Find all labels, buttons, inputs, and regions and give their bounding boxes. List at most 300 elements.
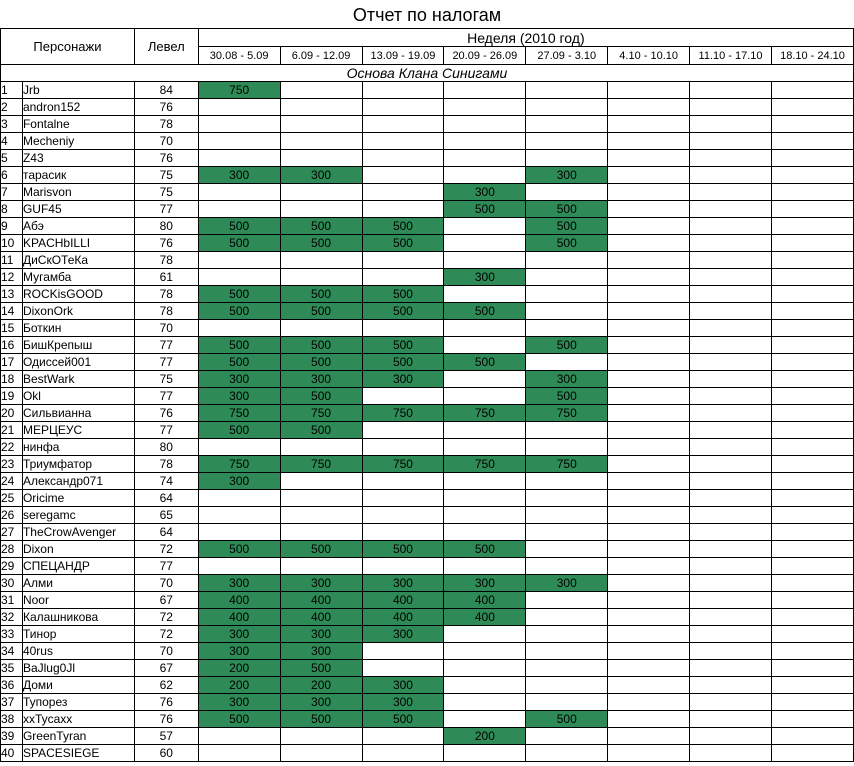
- tax-paid-cell: 400: [444, 592, 526, 609]
- tax-empty-cell: [690, 456, 772, 473]
- tax-empty-cell: [198, 133, 280, 150]
- table-row: [1, 218, 854, 235]
- table-row: [1, 354, 854, 371]
- tax-paid-cell: 300: [198, 388, 280, 405]
- tax-empty-cell: [772, 711, 854, 728]
- tax-empty-cell: [690, 286, 772, 303]
- row-number: 25: [1, 490, 23, 507]
- tax-empty-cell: [444, 422, 526, 439]
- tax-empty-cell: [444, 439, 526, 456]
- section-title: Основа Клана Синигами: [1, 65, 854, 82]
- table-row: [1, 558, 854, 575]
- tax-empty-cell: [526, 592, 608, 609]
- tax-empty-cell: [608, 490, 690, 507]
- row-number: 39: [1, 728, 23, 745]
- tax-paid-cell: 500: [526, 218, 608, 235]
- character-level: 64: [134, 524, 198, 541]
- tax-paid-cell: 400: [198, 609, 280, 626]
- tax-empty-cell: [772, 150, 854, 167]
- tax-paid-cell: 750: [362, 405, 444, 422]
- table-row: [1, 82, 854, 99]
- tax-empty-cell: [362, 439, 444, 456]
- tax-empty-cell: [772, 626, 854, 643]
- table-row: [1, 694, 854, 711]
- tax-empty-cell: [280, 490, 362, 507]
- row-number: 28: [1, 541, 23, 558]
- tax-empty-cell: [772, 133, 854, 150]
- character-level: 70: [134, 133, 198, 150]
- tax-empty-cell: [690, 184, 772, 201]
- tax-empty-cell: [280, 201, 362, 218]
- tax-empty-cell: [280, 252, 362, 269]
- tax-empty-cell: [280, 82, 362, 99]
- tax-paid-cell: 500: [444, 354, 526, 371]
- tax-empty-cell: [198, 728, 280, 745]
- tax-empty-cell: [772, 252, 854, 269]
- tax-empty-cell: [608, 303, 690, 320]
- tax-paid-cell: 500: [444, 303, 526, 320]
- tax-empty-cell: [608, 745, 690, 762]
- tax-empty-cell: [526, 422, 608, 439]
- tax-paid-cell: 200: [444, 728, 526, 745]
- tax-empty-cell: [526, 473, 608, 490]
- tax-paid-cell: 750: [526, 456, 608, 473]
- tax-empty-cell: [608, 456, 690, 473]
- tax-empty-cell: [444, 660, 526, 677]
- row-number: 17: [1, 354, 23, 371]
- character-name: Okl: [22, 388, 134, 405]
- tax-empty-cell: [772, 558, 854, 575]
- tax-empty-cell: [362, 82, 444, 99]
- tax-paid-cell: 750: [526, 405, 608, 422]
- tax-paid-cell: 500: [526, 235, 608, 252]
- tax-empty-cell: [444, 694, 526, 711]
- tax-empty-cell: [362, 660, 444, 677]
- character-level: 62: [134, 677, 198, 694]
- tax-empty-cell: [280, 116, 362, 133]
- character-name: Noor: [22, 592, 134, 609]
- table-row: [1, 133, 854, 150]
- character-level: 64: [134, 490, 198, 507]
- row-number: 13: [1, 286, 23, 303]
- row-number: 37: [1, 694, 23, 711]
- tax-empty-cell: [526, 252, 608, 269]
- character-name: Боткин: [22, 320, 134, 337]
- row-number: 34: [1, 643, 23, 660]
- tax-empty-cell: [608, 711, 690, 728]
- tax-paid-cell: 500: [362, 354, 444, 371]
- tax-empty-cell: [444, 116, 526, 133]
- tax-empty-cell: [280, 473, 362, 490]
- tax-empty-cell: [280, 507, 362, 524]
- tax-paid-cell: 500: [280, 218, 362, 235]
- row-number: 4: [1, 133, 23, 150]
- tax-empty-cell: [280, 728, 362, 745]
- character-name: Доми: [22, 677, 134, 694]
- tax-empty-cell: [690, 575, 772, 592]
- character-name: тарасик: [22, 167, 134, 184]
- row-number: 29: [1, 558, 23, 575]
- character-name: Dixon: [22, 541, 134, 558]
- tax-empty-cell: [526, 660, 608, 677]
- tax-empty-cell: [608, 643, 690, 660]
- tax-empty-cell: [608, 184, 690, 201]
- tax-empty-cell: [526, 694, 608, 711]
- tax-empty-cell: [608, 558, 690, 575]
- tax-empty-cell: [690, 728, 772, 745]
- table-row: [1, 320, 854, 337]
- tax-empty-cell: [608, 82, 690, 99]
- tax-paid-cell: 750: [198, 82, 280, 99]
- tax-empty-cell: [690, 133, 772, 150]
- tax-paid-cell: 500: [362, 541, 444, 558]
- tax-paid-cell: 750: [198, 405, 280, 422]
- tax-empty-cell: [772, 82, 854, 99]
- table-row: [1, 677, 854, 694]
- tax-report-table: [0, 28, 854, 762]
- character-level: 76: [134, 150, 198, 167]
- tax-empty-cell: [608, 150, 690, 167]
- tax-empty-cell: [362, 422, 444, 439]
- tax-empty-cell: [772, 405, 854, 422]
- row-number: 21: [1, 422, 23, 439]
- character-name: СПЕЦАНДР: [22, 558, 134, 575]
- table-row: [1, 728, 854, 745]
- tax-empty-cell: [608, 541, 690, 558]
- table-row: [1, 99, 854, 116]
- tax-empty-cell: [772, 218, 854, 235]
- table-row: [1, 592, 854, 609]
- tax-empty-cell: [608, 252, 690, 269]
- tax-paid-cell: 300: [526, 575, 608, 592]
- character-name: МЕРЦЕУС: [22, 422, 134, 439]
- tax-paid-cell: 300: [362, 626, 444, 643]
- tax-paid-cell: 500: [198, 286, 280, 303]
- tax-empty-cell: [690, 235, 772, 252]
- tax-empty-cell: [526, 354, 608, 371]
- character-level: 78: [134, 303, 198, 320]
- character-level: 76: [134, 99, 198, 116]
- tax-empty-cell: [362, 133, 444, 150]
- tax-empty-cell: [444, 337, 526, 354]
- tax-empty-cell: [526, 490, 608, 507]
- tax-paid-cell: 400: [444, 609, 526, 626]
- tax-empty-cell: [608, 524, 690, 541]
- tax-empty-cell: [690, 201, 772, 218]
- tax-empty-cell: [444, 167, 526, 184]
- tax-empty-cell: [772, 694, 854, 711]
- tax-paid-cell: 500: [362, 218, 444, 235]
- character-name: andron152: [22, 99, 134, 116]
- tax-empty-cell: [772, 303, 854, 320]
- table-row: [1, 286, 854, 303]
- header-week-8: 18.10 - 24.10: [772, 47, 854, 65]
- tax-empty-cell: [362, 116, 444, 133]
- tax-empty-cell: [772, 439, 854, 456]
- tax-empty-cell: [444, 558, 526, 575]
- character-name: Сильвианна: [22, 405, 134, 422]
- table-row: [1, 456, 854, 473]
- tax-empty-cell: [280, 184, 362, 201]
- character-level: 75: [134, 167, 198, 184]
- character-name: Fontalne: [22, 116, 134, 133]
- tax-empty-cell: [690, 592, 772, 609]
- tax-paid-cell: 500: [362, 286, 444, 303]
- character-level: 77: [134, 422, 198, 439]
- tax-empty-cell: [526, 82, 608, 99]
- tax-empty-cell: [772, 201, 854, 218]
- tax-empty-cell: [690, 473, 772, 490]
- tax-paid-cell: 200: [198, 660, 280, 677]
- tax-empty-cell: [690, 422, 772, 439]
- character-level: 70: [134, 320, 198, 337]
- character-level: 72: [134, 541, 198, 558]
- table-row: [1, 405, 854, 422]
- tax-empty-cell: [444, 507, 526, 524]
- tax-empty-cell: [772, 609, 854, 626]
- row-number: 1: [1, 82, 23, 99]
- tax-empty-cell: [444, 99, 526, 116]
- tax-empty-cell: [444, 133, 526, 150]
- character-level: 77: [134, 388, 198, 405]
- character-level: 80: [134, 439, 198, 456]
- tax-empty-cell: [280, 558, 362, 575]
- table-row: [1, 626, 854, 643]
- tax-empty-cell: [608, 405, 690, 422]
- row-number: 15: [1, 320, 23, 337]
- tax-paid-cell: 500: [198, 218, 280, 235]
- tax-empty-cell: [526, 524, 608, 541]
- character-level: 78: [134, 286, 198, 303]
- table-row: [1, 235, 854, 252]
- tax-empty-cell: [608, 354, 690, 371]
- tax-empty-cell: [526, 116, 608, 133]
- tax-empty-cell: [690, 439, 772, 456]
- character-level: 67: [134, 592, 198, 609]
- tax-empty-cell: [198, 524, 280, 541]
- character-name: ROCKisGOOD: [22, 286, 134, 303]
- tax-paid-cell: 500: [362, 711, 444, 728]
- tax-empty-cell: [772, 99, 854, 116]
- row-number: 8: [1, 201, 23, 218]
- table-row: [1, 507, 854, 524]
- tax-empty-cell: [444, 677, 526, 694]
- tax-empty-cell: [362, 643, 444, 660]
- character-level: 75: [134, 371, 198, 388]
- tax-empty-cell: [362, 269, 444, 286]
- character-name: seregamc: [22, 507, 134, 524]
- tax-paid-cell: 300: [198, 643, 280, 660]
- tax-empty-cell: [690, 303, 772, 320]
- character-name: Абэ: [22, 218, 134, 235]
- tax-empty-cell: [526, 507, 608, 524]
- character-name: ДиСкОТеКа: [22, 252, 134, 269]
- tax-empty-cell: [198, 99, 280, 116]
- header-week-3: 13.09 - 19.09: [362, 47, 444, 65]
- table-row: [1, 439, 854, 456]
- table-row: [1, 660, 854, 677]
- tax-paid-cell: 750: [280, 405, 362, 422]
- tax-empty-cell: [444, 150, 526, 167]
- tax-paid-cell: 300: [198, 167, 280, 184]
- table-row: [1, 643, 854, 660]
- tax-empty-cell: [608, 592, 690, 609]
- header-level: Левел: [134, 29, 198, 65]
- table-row: [1, 337, 854, 354]
- table-row: [1, 711, 854, 728]
- tax-empty-cell: [444, 320, 526, 337]
- tax-empty-cell: [772, 354, 854, 371]
- tax-empty-cell: [362, 728, 444, 745]
- tax-paid-cell: 500: [198, 541, 280, 558]
- header-week-5: 27.09 - 3.10: [526, 47, 608, 65]
- row-number: 19: [1, 388, 23, 405]
- tax-empty-cell: [772, 320, 854, 337]
- character-name: Александр071: [22, 473, 134, 490]
- tax-empty-cell: [690, 116, 772, 133]
- tax-empty-cell: [690, 269, 772, 286]
- tax-paid-cell: 300: [198, 575, 280, 592]
- tax-paid-cell: 500: [280, 235, 362, 252]
- character-name: Jrb: [22, 82, 134, 99]
- tax-empty-cell: [198, 558, 280, 575]
- character-name: Тупорез: [22, 694, 134, 711]
- tax-paid-cell: 300: [280, 371, 362, 388]
- tax-empty-cell: [772, 728, 854, 745]
- tax-empty-cell: [444, 82, 526, 99]
- tax-paid-cell: 300: [362, 677, 444, 694]
- tax-empty-cell: [690, 150, 772, 167]
- tax-paid-cell: 300: [280, 694, 362, 711]
- character-name: Триумфатор: [22, 456, 134, 473]
- tax-empty-cell: [772, 473, 854, 490]
- tax-paid-cell: 500: [198, 422, 280, 439]
- tax-paid-cell: 500: [280, 354, 362, 371]
- tax-paid-cell: 300: [444, 575, 526, 592]
- tax-empty-cell: [198, 116, 280, 133]
- table-row: [1, 524, 854, 541]
- tax-empty-cell: [772, 677, 854, 694]
- row-number: 5: [1, 150, 23, 167]
- tax-paid-cell: 750: [198, 456, 280, 473]
- character-level: 75: [134, 184, 198, 201]
- tax-empty-cell: [608, 269, 690, 286]
- tax-empty-cell: [362, 252, 444, 269]
- tax-empty-cell: [772, 388, 854, 405]
- row-number: 31: [1, 592, 23, 609]
- row-number: 18: [1, 371, 23, 388]
- character-level: 77: [134, 558, 198, 575]
- tax-empty-cell: [690, 711, 772, 728]
- character-level: 76: [134, 235, 198, 252]
- table-row: [1, 167, 854, 184]
- tax-paid-cell: 500: [526, 388, 608, 405]
- tax-empty-cell: [690, 354, 772, 371]
- tax-paid-cell: 500: [280, 303, 362, 320]
- tax-empty-cell: [772, 575, 854, 592]
- tax-paid-cell: 500: [280, 286, 362, 303]
- tax-empty-cell: [608, 218, 690, 235]
- tax-empty-cell: [526, 677, 608, 694]
- row-number: 24: [1, 473, 23, 490]
- character-name: Тинор: [22, 626, 134, 643]
- tax-empty-cell: [362, 167, 444, 184]
- character-level: 60: [134, 745, 198, 762]
- tax-empty-cell: [444, 626, 526, 643]
- tax-empty-cell: [526, 303, 608, 320]
- tax-empty-cell: [526, 728, 608, 745]
- character-level: 76: [134, 711, 198, 728]
- row-number: 14: [1, 303, 23, 320]
- tax-empty-cell: [362, 745, 444, 762]
- tax-empty-cell: [690, 660, 772, 677]
- character-name: SPACESIEGE: [22, 745, 134, 762]
- tax-empty-cell: [608, 626, 690, 643]
- character-name: DixonOrk: [22, 303, 134, 320]
- tax-empty-cell: [526, 643, 608, 660]
- tax-empty-cell: [280, 524, 362, 541]
- row-number: 10: [1, 235, 23, 252]
- table-row: [1, 388, 854, 405]
- tax-empty-cell: [608, 286, 690, 303]
- table-row: [1, 184, 854, 201]
- tax-empty-cell: [444, 711, 526, 728]
- header-week-group: Неделя (2010 год): [198, 29, 853, 47]
- tax-empty-cell: [444, 745, 526, 762]
- tax-empty-cell: [608, 167, 690, 184]
- tax-empty-cell: [690, 99, 772, 116]
- tax-empty-cell: [608, 694, 690, 711]
- tax-empty-cell: [608, 507, 690, 524]
- tax-paid-cell: 500: [362, 337, 444, 354]
- tax-empty-cell: [444, 524, 526, 541]
- tax-empty-cell: [444, 235, 526, 252]
- tax-empty-cell: [526, 609, 608, 626]
- tax-empty-cell: [608, 201, 690, 218]
- tax-paid-cell: 500: [280, 388, 362, 405]
- tax-paid-cell: 500: [526, 711, 608, 728]
- tax-empty-cell: [608, 575, 690, 592]
- character-level: 72: [134, 609, 198, 626]
- table-row: [1, 541, 854, 558]
- tax-paid-cell: 300: [526, 371, 608, 388]
- character-level: 74: [134, 473, 198, 490]
- character-level: 72: [134, 626, 198, 643]
- tax-empty-cell: [690, 524, 772, 541]
- tax-empty-cell: [690, 371, 772, 388]
- tax-paid-cell: 400: [280, 592, 362, 609]
- character-name: Oricime: [22, 490, 134, 507]
- tax-paid-cell: 300: [198, 694, 280, 711]
- tax-empty-cell: [198, 490, 280, 507]
- tax-empty-cell: [690, 643, 772, 660]
- character-name: GreenTyran: [22, 728, 134, 745]
- tax-empty-cell: [608, 473, 690, 490]
- tax-paid-cell: 500: [526, 201, 608, 218]
- tax-empty-cell: [608, 660, 690, 677]
- table-row: [1, 490, 854, 507]
- table-row: [1, 269, 854, 286]
- header-characters: Персонажи: [1, 29, 135, 65]
- tax-paid-cell: 300: [198, 371, 280, 388]
- tax-paid-cell: 500: [526, 337, 608, 354]
- tax-empty-cell: [690, 609, 772, 626]
- character-name: Одиссей001: [22, 354, 134, 371]
- tax-paid-cell: 200: [198, 677, 280, 694]
- tax-paid-cell: 400: [362, 592, 444, 609]
- character-level: 65: [134, 507, 198, 524]
- character-name: Mecheniy: [22, 133, 134, 150]
